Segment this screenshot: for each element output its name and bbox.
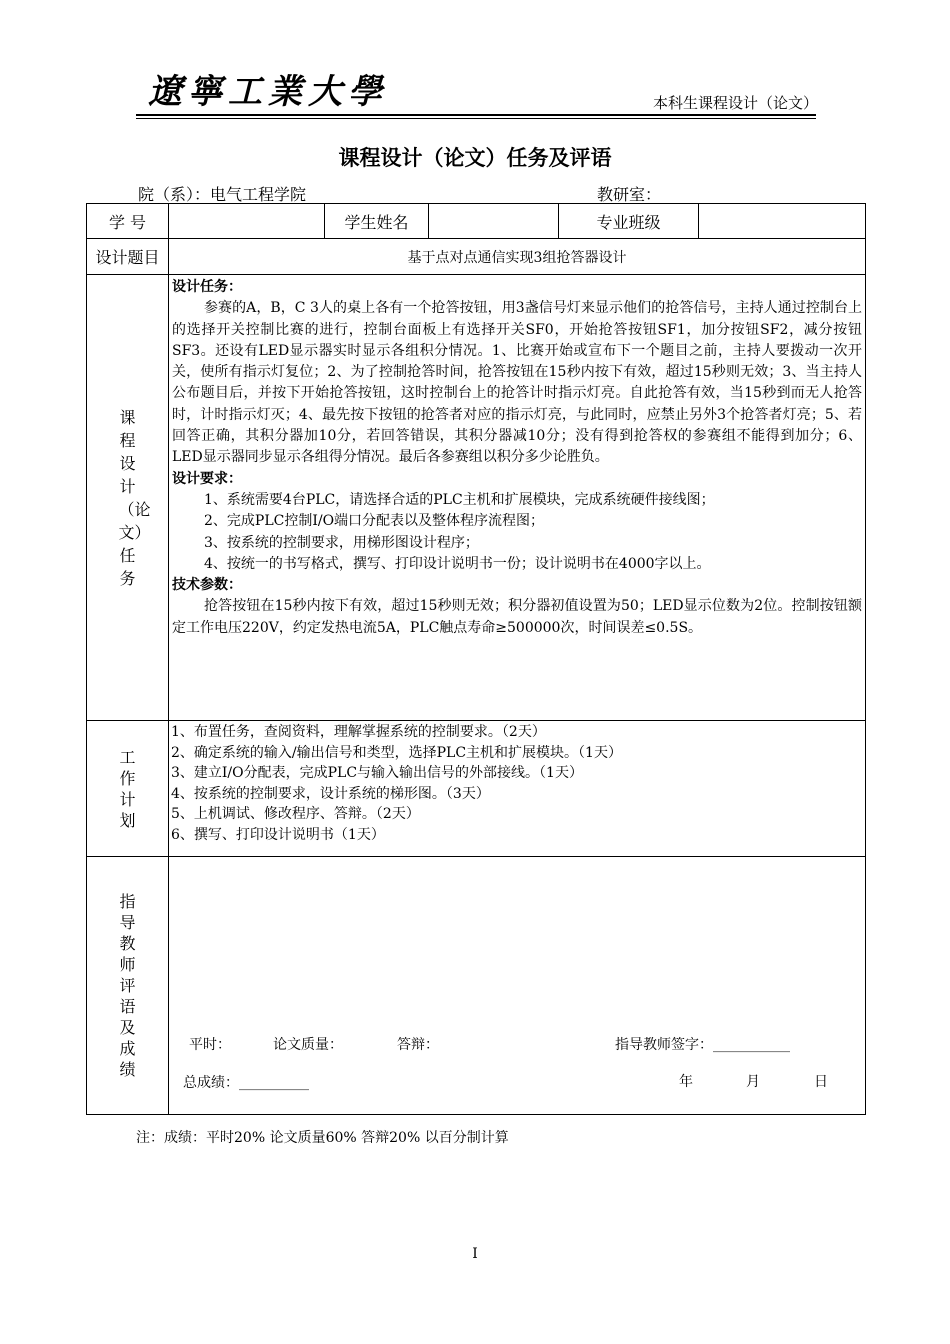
usual-score-label: 平时：: [189, 1036, 231, 1053]
comment-label: 指导教师评语及成绩: [87, 857, 169, 1115]
student-id-value[interactable]: [169, 204, 325, 239]
date-month: 月: [746, 1073, 760, 1090]
total-score[interactable]: 总成绩：__________: [183, 1074, 309, 1091]
task-content: [169, 275, 866, 721]
task-row: [87, 275, 866, 721]
plan-content: [169, 721, 866, 857]
header-rule-thick: [136, 114, 816, 116]
requirement-item: 3、按系统的控制要求，用梯形图设计程序；: [204, 534, 479, 551]
requirement-item: 4、按统一的书写格式，撰写、打印设计说明书一份；设计说明书在4000字以上。: [204, 555, 711, 572]
topic-label: 设计题目: [87, 239, 169, 275]
university-logo: 遼寧工業大學: [148, 72, 388, 112]
plan-item: 4、按系统的控制要求，设计系统的梯形图。（3天）: [171, 785, 490, 802]
quality-score-label: 论文质量：: [273, 1036, 343, 1053]
plan-item: 2、确定系统的输入/输出信号和类型，选择PLC主机和扩展模块。（1天）: [171, 744, 622, 761]
teacher-signature[interactable]: 指导教师签字：___________: [615, 1036, 790, 1053]
plan-row: [87, 721, 866, 857]
plan-item: 6、撰写、打印设计说明书（1天）: [171, 826, 385, 843]
topic-row: [87, 239, 866, 275]
page-number: I: [472, 1246, 478, 1262]
params-heading: 技术参数：: [172, 577, 242, 594]
student-id-label: 学 号: [87, 204, 169, 239]
student-name-label: 学生姓名: [325, 204, 429, 239]
doc-type-header: 本科生课程设计（论文）: [652, 94, 818, 112]
plan-item: 3、建立I/O分配表，完成PLC与输入输出信号的外部接线。（1天）: [171, 765, 583, 782]
class-value[interactable]: [699, 204, 866, 239]
topic-value: 基于点对点通信实现3组抢答器设计: [169, 239, 866, 275]
page-title: 课程设计（论文）任务及评语: [338, 146, 612, 170]
params-text: 抢答按钮在15秒内按下有效，超过15秒则无效；积分器初值设置为50；LED显示位数为2位。控制按钮额定工作电压220V，约定发热电流5A，PLC触点寿命≥500000次，时间误差≤0.5S。: [172, 598, 862, 636]
plan-item: 1、布置任务，查阅资料，理解掌握系统的控制要求。（2天）: [171, 724, 546, 740]
plan-item: 5、上机调试、修改程序、答辩。（2天）: [171, 806, 420, 823]
plan-label: 工作计划: [87, 721, 169, 857]
office-label: 教研室：: [597, 185, 662, 204]
design-task-text: 参赛的A，B，C 3人的桌上各有一个抢答按钮，用3盏信号灯来显示他们的抢答信号，主持人通过控制台上的选择开关控制比赛的进行，控制台面板上有选择开关SF0，开始抢答按钮SF1，加分按钮SF2，减分按钮SF3。还设有LED显示器实时显示各组积分情况。1、比赛开始或宣布下一个题目之前，主持人要拨动一次开关，使所有指示灯复位；2、为了控制抢答时间，抢答按钮在15秒内按下有效，超过15秒则无效；3、当主持人公布题目后，并按下开始抢答按钮，这时控制台上的抢答计时指示灯亮。自此抢答有效，当15秒到而无人抢答时，计时指示灯灭；4、最先按下按钮的抢答者对应的指示灯亮，与此同时，应禁止另外3个抢答者灯亮；5、若回答正确，其积分器加10分，若回答错误，其积分器减10分；没有得到抢答权的参赛组不能得到加分；6、LED显示器同步显示各组得分情况。最后各参赛组以积分多少论胜负。: [172, 300, 862, 466]
class-label: 专业班级: [559, 204, 699, 239]
comment-content: [169, 857, 866, 1115]
date-year: 年: [679, 1073, 693, 1090]
department-label: 院（系）：电气工程学院: [138, 185, 307, 204]
requirement-item: 2、完成PLC控制I/O端口分配表以及整体程序流程图；: [204, 513, 545, 530]
student-name-value[interactable]: [429, 204, 559, 239]
comment-row: [87, 857, 866, 1115]
task-table: [86, 203, 866, 1115]
info-row: [87, 204, 866, 239]
design-task-heading: 设计任务：: [172, 279, 242, 295]
task-label: 课程设计（论文）任务: [87, 275, 169, 721]
header-rule-thin: [136, 118, 816, 119]
requirements-heading: 设计要求：: [172, 470, 242, 487]
date-day: 日: [814, 1073, 828, 1090]
requirement-item: 1、系统需要4台PLC，请选择合适的PLC主机和扩展模块，完成系统硬件接线图；: [204, 491, 715, 508]
defense-score-label: 答辩：: [397, 1036, 439, 1053]
grading-note: 注：成绩：平时20% 论文质量60% 答辩20% 以百分制计算: [136, 1130, 509, 1146]
